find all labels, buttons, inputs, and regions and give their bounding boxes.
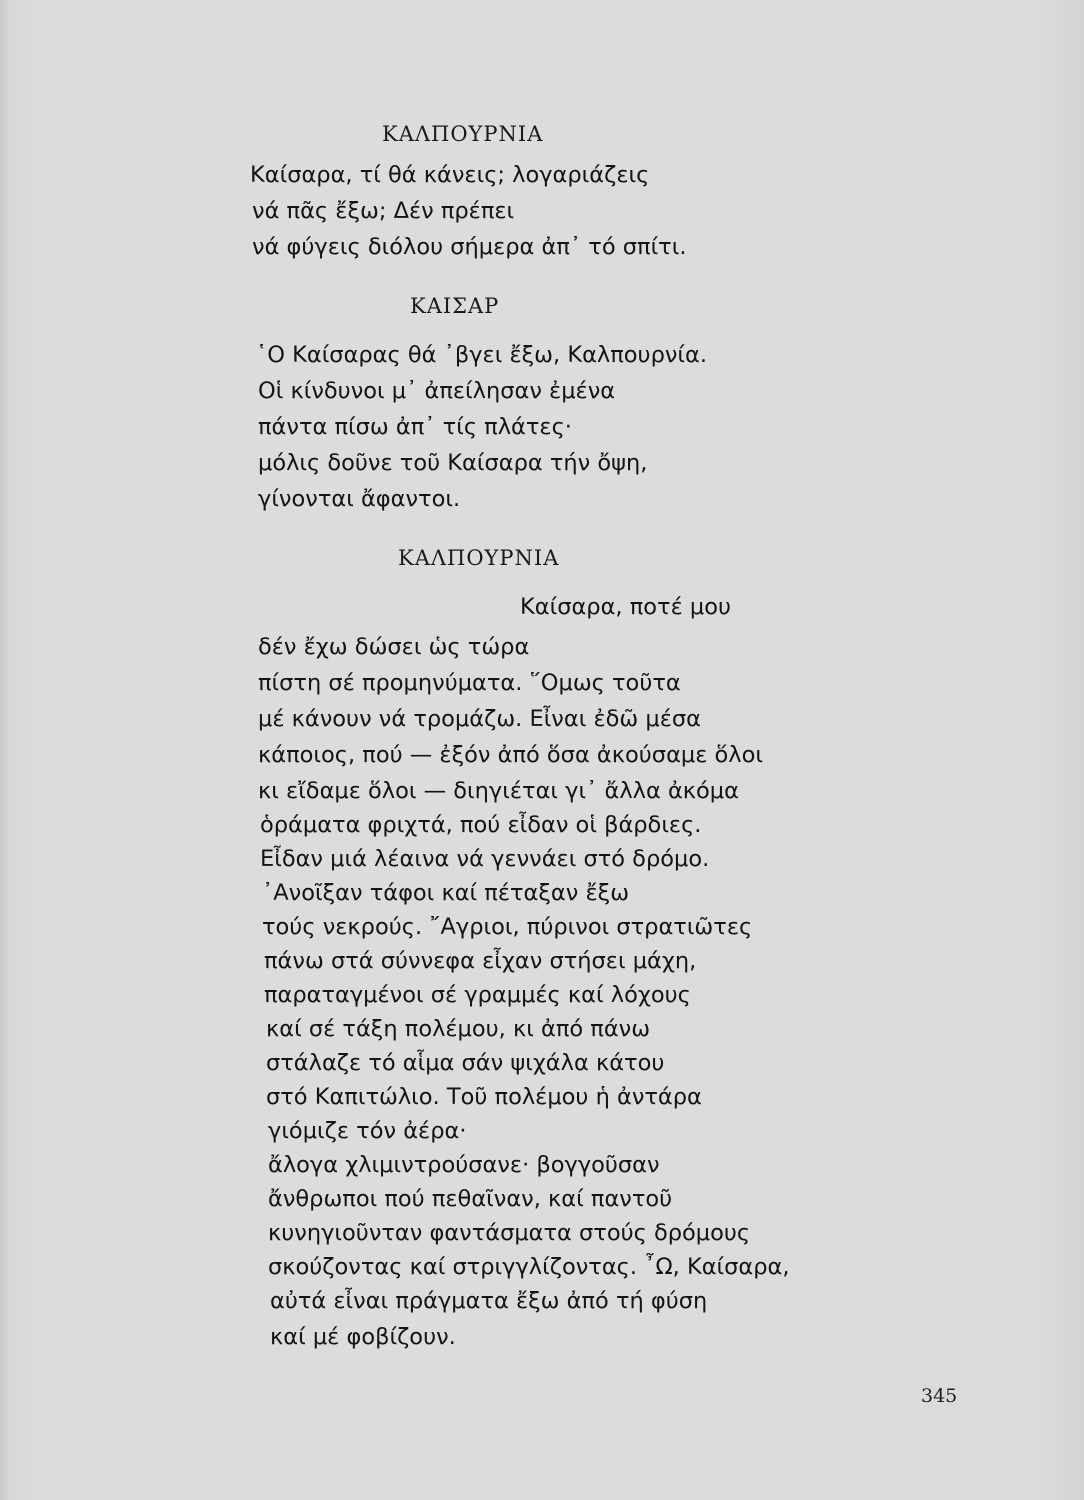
verse-line: ῾Ο Καίσαρας θά ᾿βγει ἔξω, Καλπουρνία. <box>256 342 708 368</box>
verse-line: μόλις δοῦνε τοῦ Καίσαρα τήν ὄψη, <box>258 450 648 476</box>
verse-line: δέν ἔχω δώσει ὡς τώρα <box>258 634 530 660</box>
speaker-heading: ΚΑΛΠΟΥΡΝΙΑ <box>382 122 544 146</box>
verse-line: νά φύγεις διόλου σήμερα ἀπ᾿ τό σπίτι. <box>252 234 687 260</box>
verse-line: καί μέ φοβίζουν. <box>270 1324 456 1350</box>
verse-line: κάποιος, πού — ἐξόν ἀπό ὅσα ἀκούσαμε ὅλοι <box>258 742 763 768</box>
verse-line: αὐτά εἶναι πράγματα ἔξω ἀπό τή φύση <box>270 1288 708 1314</box>
verse-line: Οἱ κίνδυνοι μ᾿ ἀπείλησαν ἐμένα <box>258 378 616 404</box>
verse-line: πάνω στά σύννεφα εἶχαν στήσει μάχη, <box>264 948 697 974</box>
verse-line: πίστη σέ προμηνύματα. ῞Ομως τοῦτα <box>258 670 681 696</box>
verse-line: στό Καπιτώλιο. Τοῦ πολέμου ἡ ἀντάρα <box>266 1084 702 1110</box>
verse-line: παραταγμένοι σέ γραμμές καί λόχους <box>264 982 691 1008</box>
verse-line: ᾿Ανοῖξαν τάφοι καί πέταξαν ἔξω <box>262 880 630 906</box>
verse-line: ὁράματα φριχτά, πού εἶδαν οἱ βάρδιες. <box>260 812 702 838</box>
verse-line: ἄνθρωποι πού πεθαῖναν, καί παντοῦ <box>268 1186 673 1212</box>
verse-line: ἄλογα χλιμιντρούσανε· βογγοῦσαν <box>268 1152 660 1178</box>
verse-line: Καίσαρα, ποτέ μου <box>520 594 731 620</box>
verse-line: γίνονται ἄφαντοι. <box>258 486 461 512</box>
verse-line: κι εἴδαμε ὅλοι — διηγιέται γι᾿ ἄλλα ἀκόμα <box>258 778 739 804</box>
verse-line: πάντα πίσω ἀπ᾿ τίς πλάτες· <box>258 414 572 440</box>
verse-line: καί σέ τάξη πολέμου, κι ἀπό πάνω <box>266 1016 651 1042</box>
speaker-heading: ΚΑΛΠΟΥΡΝΙΑ <box>398 546 560 570</box>
verse-line: γιόμιζε τόν ἀέρα· <box>268 1118 467 1144</box>
verse-line: στάλαζε τό αἷμα σάν ψιχάλα κάτου <box>266 1050 665 1076</box>
speaker-heading: ΚΑΙΣΑΡ <box>410 294 500 318</box>
verse-line: σκούζοντας καί στριγγλίζοντας. ῏Ω, Καίσαρα, <box>268 1254 790 1280</box>
page-number: 345 <box>921 1385 958 1407</box>
verse-line: κυνηγιοῦνταν φαντάσματα στούς δρόμους <box>268 1220 751 1246</box>
verse-line: τούς νεκρούς. ῎Αγριοι, πύρινοι στρατιῶτες <box>262 914 753 940</box>
verse-line: Εἶδαν μιά λέαινα νά γεννάει στό δρόμο. <box>260 846 710 872</box>
verse-line: μέ κάνουν νά τρομάζω. Εἶναι ἐδῶ μέσα <box>258 706 701 732</box>
verse-line: Καίσαρα, τί θά κάνεις; λογαριάζεις <box>250 162 650 188</box>
verse-line: νά πᾶς ἔξω; Δέν πρέπει <box>252 198 515 224</box>
